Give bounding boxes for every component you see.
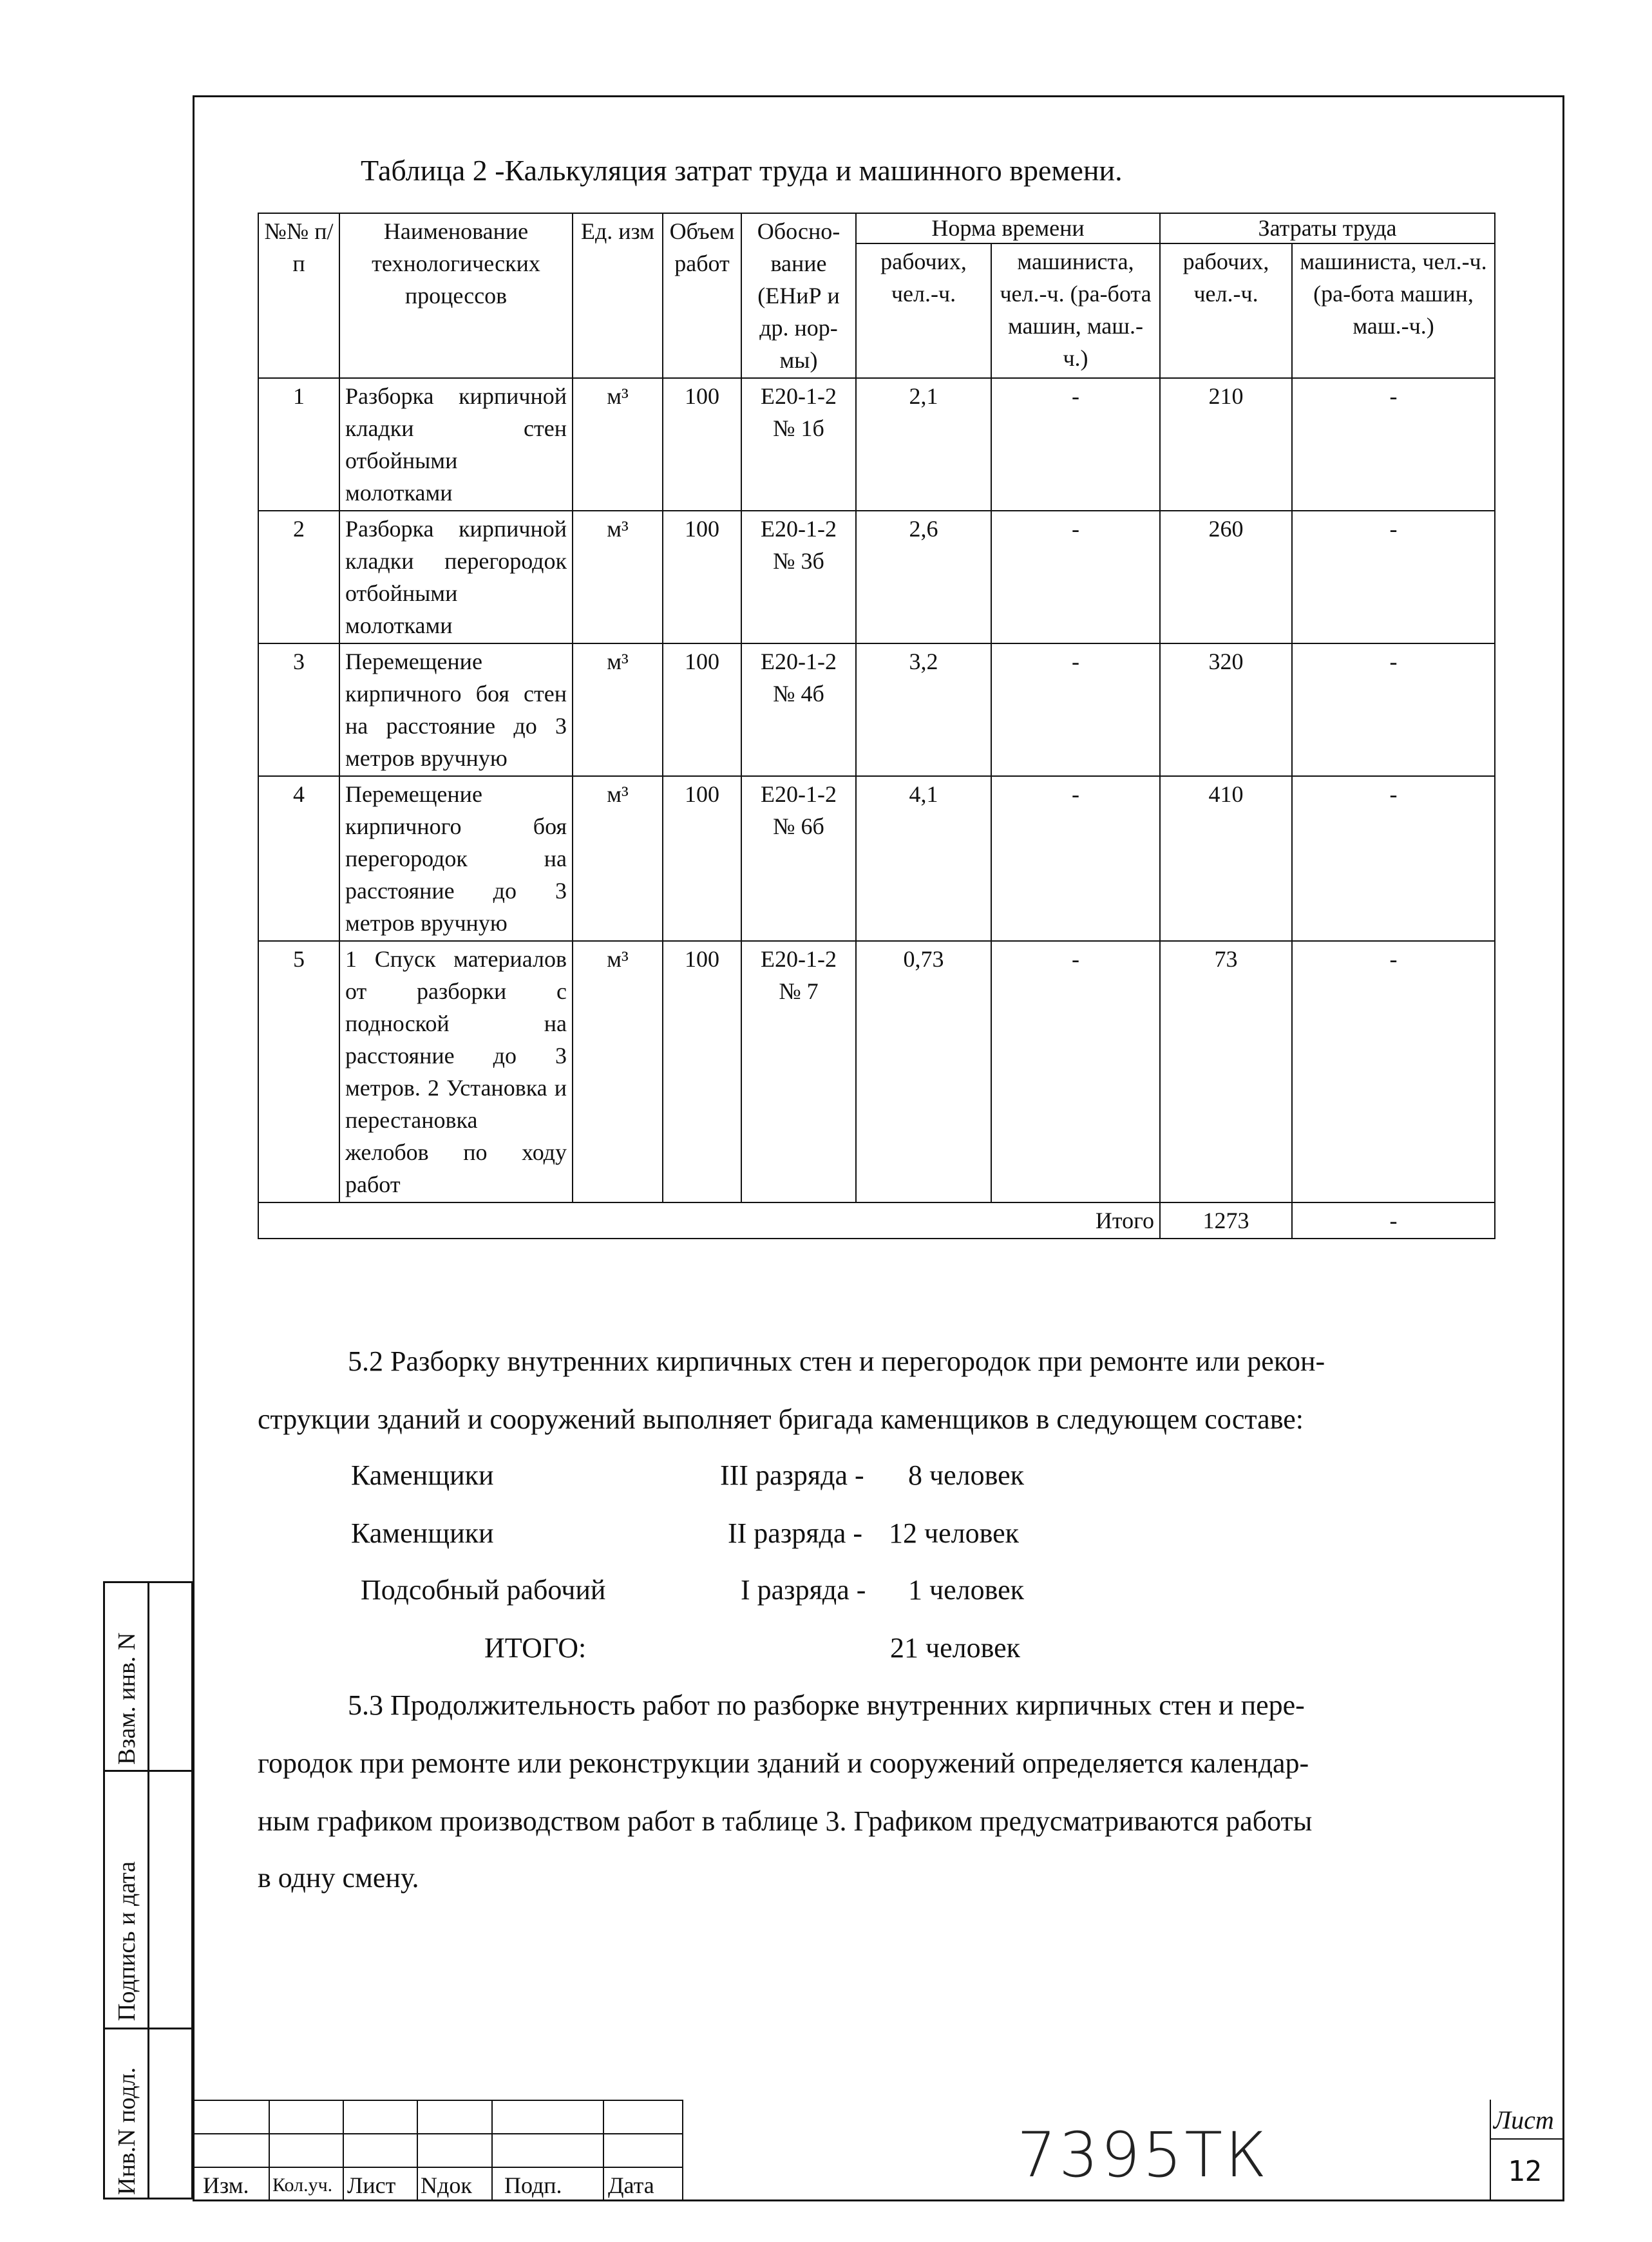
title-block-divider <box>491 2100 493 2201</box>
title-block <box>193 2100 1564 2201</box>
side-label-podpis: Подпись и дата <box>113 1861 140 2021</box>
row-num: 1 <box>258 378 339 511</box>
total-label: Итого <box>258 1202 1160 1239</box>
paragraph-5-2-line-1: 5.2 Разборку внутренних кирпичных стен и перегородок при ремонте или рекон- <box>348 1345 1325 1377</box>
header-labor-workers: рабочих, чел.-ч. <box>1160 243 1292 378</box>
header-labor-operator: машиниста, чел.-ч. (ра-бота машин, маш.-ч.) <box>1292 243 1495 378</box>
row-basis: Е20-1-2 № 6б <box>741 776 856 941</box>
crew-grade: I разряда - <box>741 1574 866 1606</box>
crew-grade: III разряда - <box>720 1459 864 1491</box>
title-block-divider <box>682 2100 683 2201</box>
label-list: Лист <box>347 2172 396 2198</box>
row-basis: Е20-1-2 № 3б <box>741 511 856 643</box>
row-norm-workers: 2,6 <box>856 511 991 643</box>
label-izm: Изм. <box>203 2172 249 2198</box>
row-volume: 100 <box>663 378 741 511</box>
side-stamp <box>103 1581 193 2199</box>
row-unit: м³ <box>573 511 663 643</box>
label-podp: Подп. <box>504 2172 562 2198</box>
row-volume: 100 <box>663 776 741 941</box>
label-ndok: Nдок <box>421 2172 472 2198</box>
table-row <box>258 643 1495 776</box>
row-labor-operator: - <box>1292 378 1495 511</box>
table-row <box>258 941 1495 1202</box>
crew-count: 8 человек <box>908 1459 1025 1491</box>
header-basis: Обосно-вание (ЕНиР и др. нор-мы) <box>741 213 856 378</box>
row-norm-workers: 0,73 <box>856 941 991 1202</box>
header-norm-operator: машиниста, чел.-ч. (ра-бота машин, маш.-ч.) <box>991 243 1160 378</box>
label-data: Дата <box>608 2172 654 2198</box>
title-block-divider <box>269 2100 270 2201</box>
row-labor-workers: 260 <box>1160 511 1292 643</box>
table-row <box>258 378 1495 511</box>
table-row <box>258 776 1495 941</box>
row-unit: м³ <box>573 776 663 941</box>
row-basis: Е20-1-2 № 1б <box>741 378 856 511</box>
row-num: 5 <box>258 941 339 1202</box>
row-norm-workers: 4,1 <box>856 776 991 941</box>
row-volume: 100 <box>663 941 741 1202</box>
document-code: 7395ТК <box>1017 2119 1269 2191</box>
title-block-rule <box>193 2167 682 2168</box>
side-label-inv: Инв.N подл. <box>113 2067 140 2195</box>
total-labor-workers: 1273 <box>1160 1202 1292 1239</box>
row-unit: м³ <box>573 941 663 1202</box>
header-name: Наименование технологических процессов <box>339 213 573 378</box>
row-norm-operator: - <box>991 776 1160 941</box>
title-block-divider <box>417 2100 418 2201</box>
table-caption: Таблица 2 -Калькуляция затрат труда и машинного времени. <box>361 154 1123 187</box>
header-unit: Ед. изм <box>573 213 663 378</box>
label-kol-uch: Кол.уч. <box>272 2174 333 2196</box>
row-norm-workers: 2,1 <box>856 378 991 511</box>
total-row <box>258 1202 1495 1239</box>
row-volume: 100 <box>663 643 741 776</box>
crew-role: Каменщики <box>351 1517 494 1549</box>
row-labor-operator: - <box>1292 776 1495 941</box>
title-block-divider <box>1490 2100 1491 2201</box>
row-num: 4 <box>258 776 339 941</box>
crew-count: 1 человек <box>908 1574 1025 1606</box>
row-name: Перемещение кирпичного боя стен на расстояние до 3 метров вручную <box>339 643 573 776</box>
row-name: Разборка кирпичной кладки стен отбойными молотками <box>339 378 573 511</box>
side-label-vzam: Взам. инв. N <box>113 1632 140 1765</box>
row-unit: м³ <box>573 643 663 776</box>
row-norm-operator: - <box>991 378 1160 511</box>
row-basis: Е20-1-2 № 4б <box>741 643 856 776</box>
crew-role: Подсобный рабочий <box>361 1574 606 1606</box>
crew-role: Каменщики <box>351 1459 494 1491</box>
row-labor-workers: 210 <box>1160 378 1292 511</box>
row-labor-operator: - <box>1292 941 1495 1202</box>
title-block-rule <box>193 2100 682 2101</box>
row-norm-operator: - <box>991 643 1160 776</box>
paragraph-5-3-line-2: городок при ремонте или реконструкции зданий и сооружений определяется календар- <box>258 1747 1309 1779</box>
row-basis: Е20-1-2 № 7 <box>741 941 856 1202</box>
row-num: 3 <box>258 643 339 776</box>
title-block-rule <box>193 2133 682 2134</box>
row-norm-operator: - <box>991 511 1160 643</box>
title-block-divider <box>603 2100 604 2201</box>
total-labor-operator: - <box>1292 1202 1495 1239</box>
header-labor-group: Затраты труда <box>1160 213 1495 243</box>
crew-total-count: 21 человек <box>890 1632 1021 1664</box>
labor-cost-table <box>258 213 1495 1239</box>
row-num: 2 <box>258 511 339 643</box>
row-labor-workers: 73 <box>1160 941 1292 1202</box>
header-num: №№ п/п <box>258 213 339 378</box>
sheet-label: Лист <box>1494 2105 1554 2134</box>
paragraph-5-3-line-3: ным графиком производством работ в таблице 3. Графиком предусматриваются работы <box>258 1805 1313 1837</box>
paragraph-5-2-line-2: струкции зданий и сооружений выполняет бригада каменщиков в следующем составе: <box>258 1403 1304 1435</box>
row-name: Перемещение кирпичного боя перегородок на расстояние до 3 метров вручную <box>339 776 573 941</box>
row-labor-operator: - <box>1292 511 1495 643</box>
row-labor-workers: 410 <box>1160 776 1292 941</box>
table-row <box>258 511 1495 643</box>
header-norm-group: Норма времени <box>856 213 1160 243</box>
row-name: 1 Спуск материалов от разборки с подноской на расстояние до 3 метров. 2 Установка и перестановка желобов по ходу работ <box>339 941 573 1202</box>
crew-count: 12 человек <box>889 1517 1020 1549</box>
paragraph-5-3-line-4: в одну смену. <box>258 1862 419 1894</box>
row-labor-operator: - <box>1292 643 1495 776</box>
row-unit: м³ <box>573 378 663 511</box>
header-row-1 <box>258 213 1495 243</box>
row-norm-workers: 3,2 <box>856 643 991 776</box>
row-volume: 100 <box>663 511 741 643</box>
row-norm-operator: - <box>991 941 1160 1202</box>
paragraph-5-3-line-1: 5.3 Продолжительность работ по разборке внутренних кирпичных стен и пере- <box>348 1689 1305 1721</box>
title-block-rule <box>1490 2138 1564 2140</box>
crew-grade: II разряда - <box>728 1517 863 1549</box>
header-norm-workers: рабочих, чел.-ч. <box>856 243 991 378</box>
row-labor-workers: 320 <box>1160 643 1292 776</box>
row-name: Разборка кирпичной кладки перегородок отбойными молотками <box>339 511 573 643</box>
title-block-divider <box>343 2100 344 2201</box>
header-volume: Объем работ <box>663 213 741 378</box>
crew-total-label: ИТОГО: <box>484 1632 587 1664</box>
sheet-number: 12 <box>1508 2155 1542 2188</box>
